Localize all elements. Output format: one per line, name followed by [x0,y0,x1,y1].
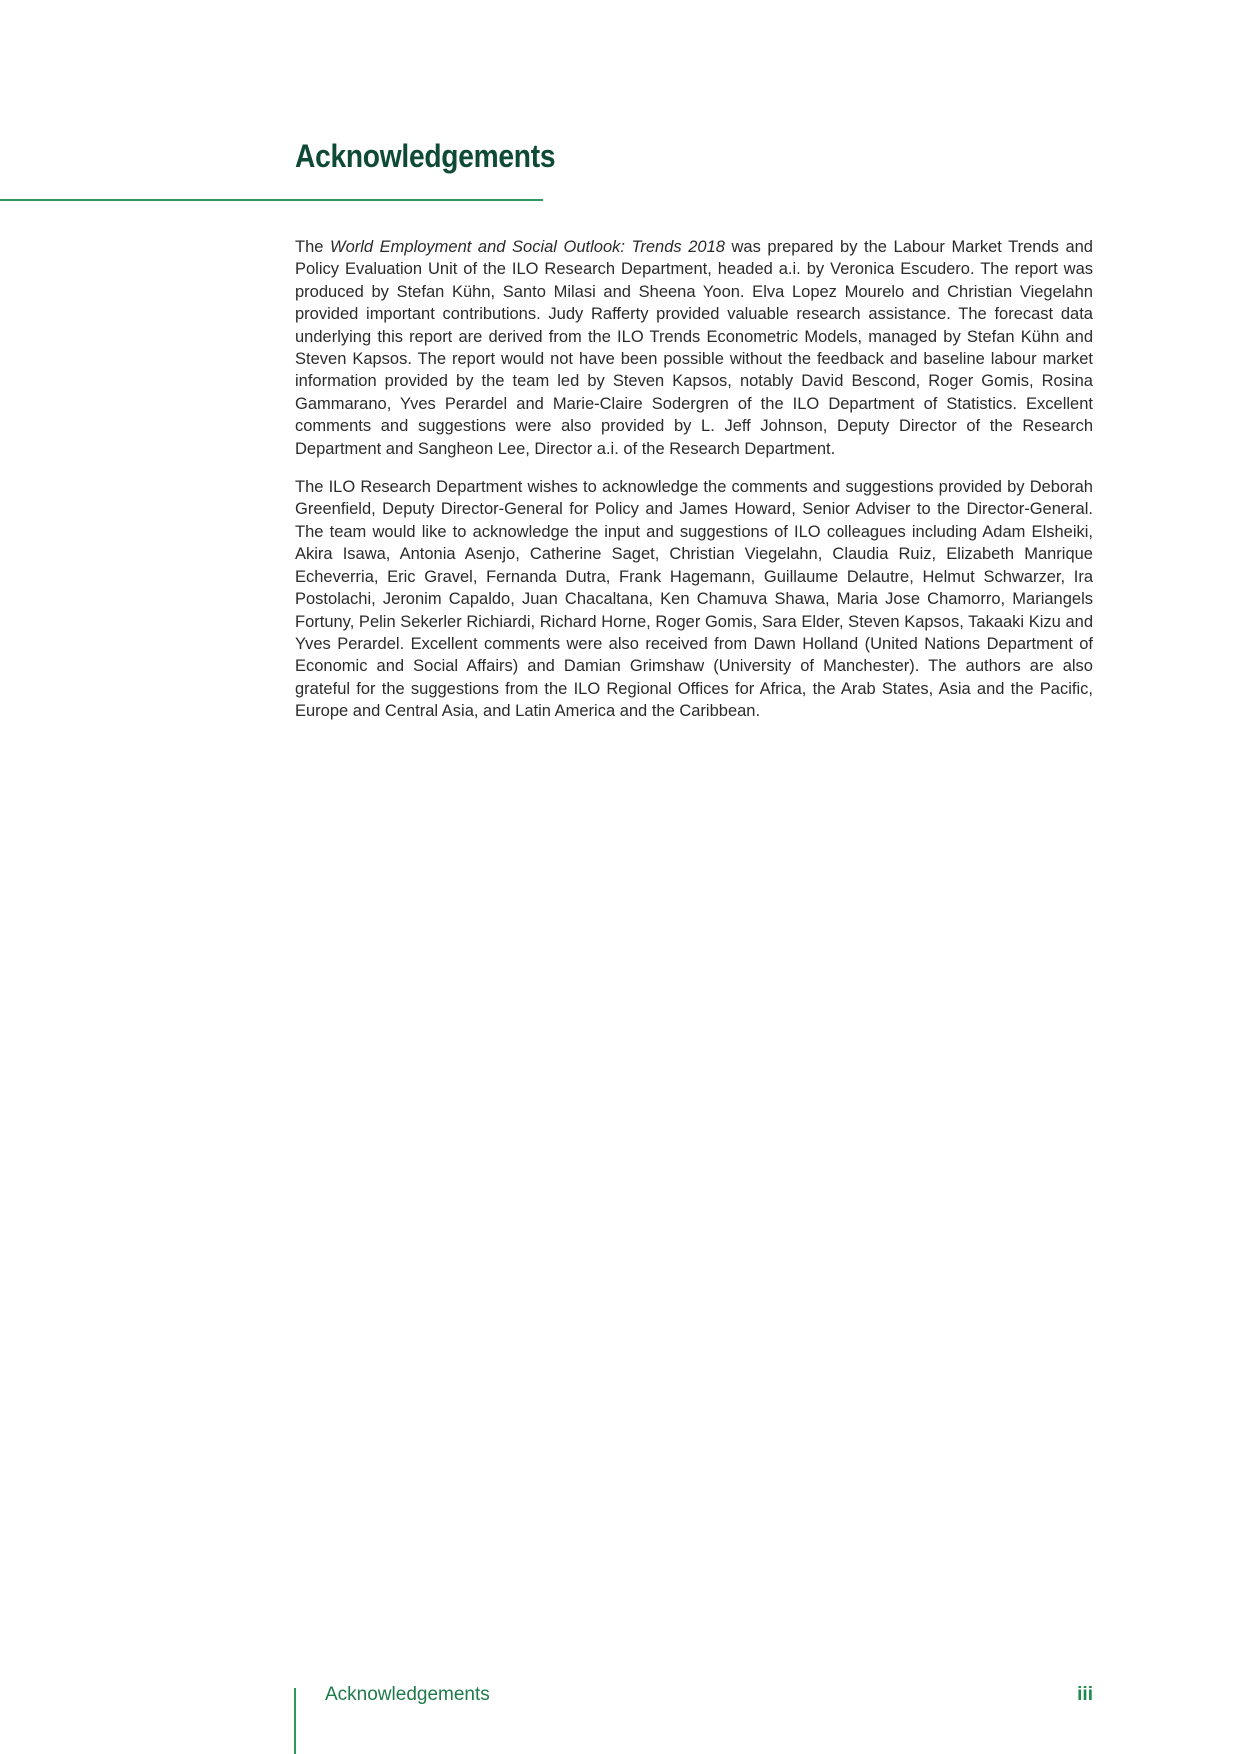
footer-accent-bar [294,1688,296,1754]
page-number: iii [1077,1684,1093,1705]
paragraph-2: The ILO Research Department wishes to acknowledge the comments and suggestions provided by Deborah Greenfield, Deputy Director-General for Policy and James Howard, Senior Adviser to the Director-General. The team would like to acknowledge the input and suggestions of ILO colleagues including Adam Elsheiki, Akira Isawa, Antonia Asenjo, Catherine Saget, Christian Viegelahn, Claudia Ruiz, Elizabeth Manrique Echeverria, Eric Gravel, Fernanda Dutra, Frank Hagemann, Guillaume Delautre, Helmut Schwarzer, Ira Postolachi, Jeronim Capaldo, Juan Chacaltana, Ken Chamuva Shawa, Maria Jose Chamorro, Mariangels Fortuny, Pelin Sekerler Richiardi, Richard Horne, Roger Gomis, Sara Elder, Steven Kapsos, Takaaki Kizu and Yves Perardel. Excellent comments were also received from Dawn Holland (United Nations Department of Economic and Social Affairs) and Damian Grimshaw (University of Manchester). The authors are also grateful for the suggestions from the ILO Regional Offices for Africa, the Arab States, Asia and the Pacific, Europe and Central Asia, and Latin America and the Caribbean. [295,478,1093,721]
heading-divider [0,199,543,201]
report-title-italic: World Employment and Social Outlook: Trends 2018 [330,238,725,256]
footer-section-label: Acknowledgements [325,1684,490,1705]
paragraph-1-lead: The [295,238,330,256]
paragraph-1 [295,236,1093,460]
page-title: Acknowledgements [295,138,556,174]
paragraph-1-rest: was prepared by the Labour Market Trends and Policy Evaluation Unit of the ILO Research Department, headed a.i. by Veronica Escudero. The report was produced by Stefan Kühn, Santo Milasi and Sheena Yoon. Elva Lopez Mourelo and Christian Viegelahn provided important contributions. Judy Rafferty provided valuable research assistance. The forecast data underlying this report are derived from the ILO Trends Econometric Models, managed by Stefan Kühn and Steven Kapsos. The report would not have been possible without the feedback and baseline labour market information provided by the team led by Steven Kapsos, notably David Bescond, Roger Gomis, Rosina Gammarano, Yves Perardel and Marie-Claire Sodergren of the ILO Department of Statistics. Excellent comments and suggestions were also provided by L. Jeff Johnson, Deputy Director of the Research Department and Sangheon Lee, Director a.i. of the Research Department. [295,238,1093,458]
acknowledgements-body [295,236,1093,739]
